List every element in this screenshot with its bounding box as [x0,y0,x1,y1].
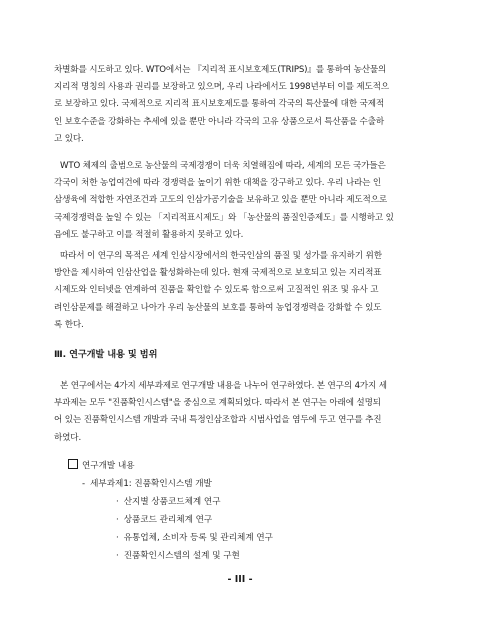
outline-item-label: 상품코드 관리체계 연구 [123,515,213,525]
paragraph-purpose [54,248,430,334]
dash-marker: - [82,479,86,489]
text-line: 로 보장하고 있다. 국제적으로 지리적 표시보호제도를 통하여 각국의 특산물에 대한 국제적 [54,99,385,110]
bullet-marker: · [116,551,119,561]
text-line: 지리적 명칭의 사용과 권리를 보장하고 있으며, 우리 나라에서도 1998년부터 이를 제도적으 [54,82,389,93]
outline-item [68,493,273,511]
research-outline [68,457,273,565]
outline-subtask [68,475,273,493]
paragraph-scope [54,378,430,447]
outline-item-label: 진품확인시스템의 설계 및 구현 [123,551,240,561]
subtask-label: 세부과제1: 진품확인시스템 개발 [90,479,212,489]
section-heading: Ⅲ. 연구개발 내용 및 범위 [54,349,158,360]
bullet-marker: · [116,497,119,507]
outline-title [68,457,273,475]
text-line: 본 연구에서는 4가지 세부과제로 연구개발 내용을 나누어 연구하였다. 본 연구의 4가지 세 [60,381,387,391]
bullet-marker: · [116,533,119,543]
outline-item [68,511,273,529]
text-line: 록 한다. [54,319,84,330]
outline-item-label: 산지별 상품코드체계 연구 [123,497,221,507]
outline-item [68,547,273,565]
checkbox-square-icon [68,459,78,469]
paragraph-trips [54,62,430,148]
outline-item-label: 유통업체, 소비자 등록 및 관리체계 연구 [123,533,273,543]
text-line: 인 보호수준을 강화하는 추세에 있을 뿐만 아니라 각국의 고유 상품으로서 특산품을 수출하 [54,116,385,127]
outline-title-label: 연구개발 내용 [82,461,135,471]
page-number: - III - [227,574,253,585]
text-line: 려인삼문제를 해결하고 나아가 우리 농산물의 보호를 통하여 농업경쟁력을 강화할 수 있도 [54,302,382,313]
text-line: 차별화를 시도하고 있다. WTO에서는 『지리적 표시보호제도(TRIPS)』를 통하여 농산물의 [54,65,387,75]
text-line: 삼생육에 적합한 자연조건과 고도의 인삼가공기술을 보유하고 있을 뿐만 아니라 제도적으로 [54,195,387,206]
text-line: 시제도와 인터넷을 연계하여 진품을 확인할 수 있도록 함으로써 고질적인 위조 및 유사 고 [54,285,379,296]
text-line: 어 있는 진품확인시스템 개발과 국내 특정인삼조합과 시범사업을 염두에 두고 연구를 추진 [54,415,382,426]
bullet-marker: · [116,515,119,525]
text-line: 하였다. [54,432,82,443]
paragraph-wto [54,158,430,244]
text-line: 따라서 이 연구의 목적은 세계 인삼시장에서의 한국인삼의 품질 및 성가를 유지하기 위한 [60,251,382,261]
text-line: 방안을 제시하여 인삼산업을 활성화하는데 있다. 현재 국제적으로 보호되고 있는 지리적표 [54,268,382,279]
text-line: 각국이 처한 농업여건에 따라 경쟁력을 높이기 위한 대책을 강구하고 있다. 우리 나라는 인 [54,178,382,189]
text-line: 고 있다. [54,133,84,144]
outline-item [68,529,273,547]
text-line: 음에도 불구하고 이를 적절히 활용하지 못하고 있다. [54,229,244,240]
text-line: 국제경쟁력을 높일 수 있는 「지리적표시제도」와 「농산물의 품질인증제도」를 시행하고 있 [54,212,394,223]
text-line: WTO 체제의 출범으로 농산물의 국제경쟁이 더욱 치열해짐에 따라, 세계의 모든 국가들은 [60,161,386,171]
text-line: 부과제는 모두 "진품확인시스템"을 중심으로 계획되었다. 따라서 본 연구는 아래에 설명되 [54,398,381,409]
